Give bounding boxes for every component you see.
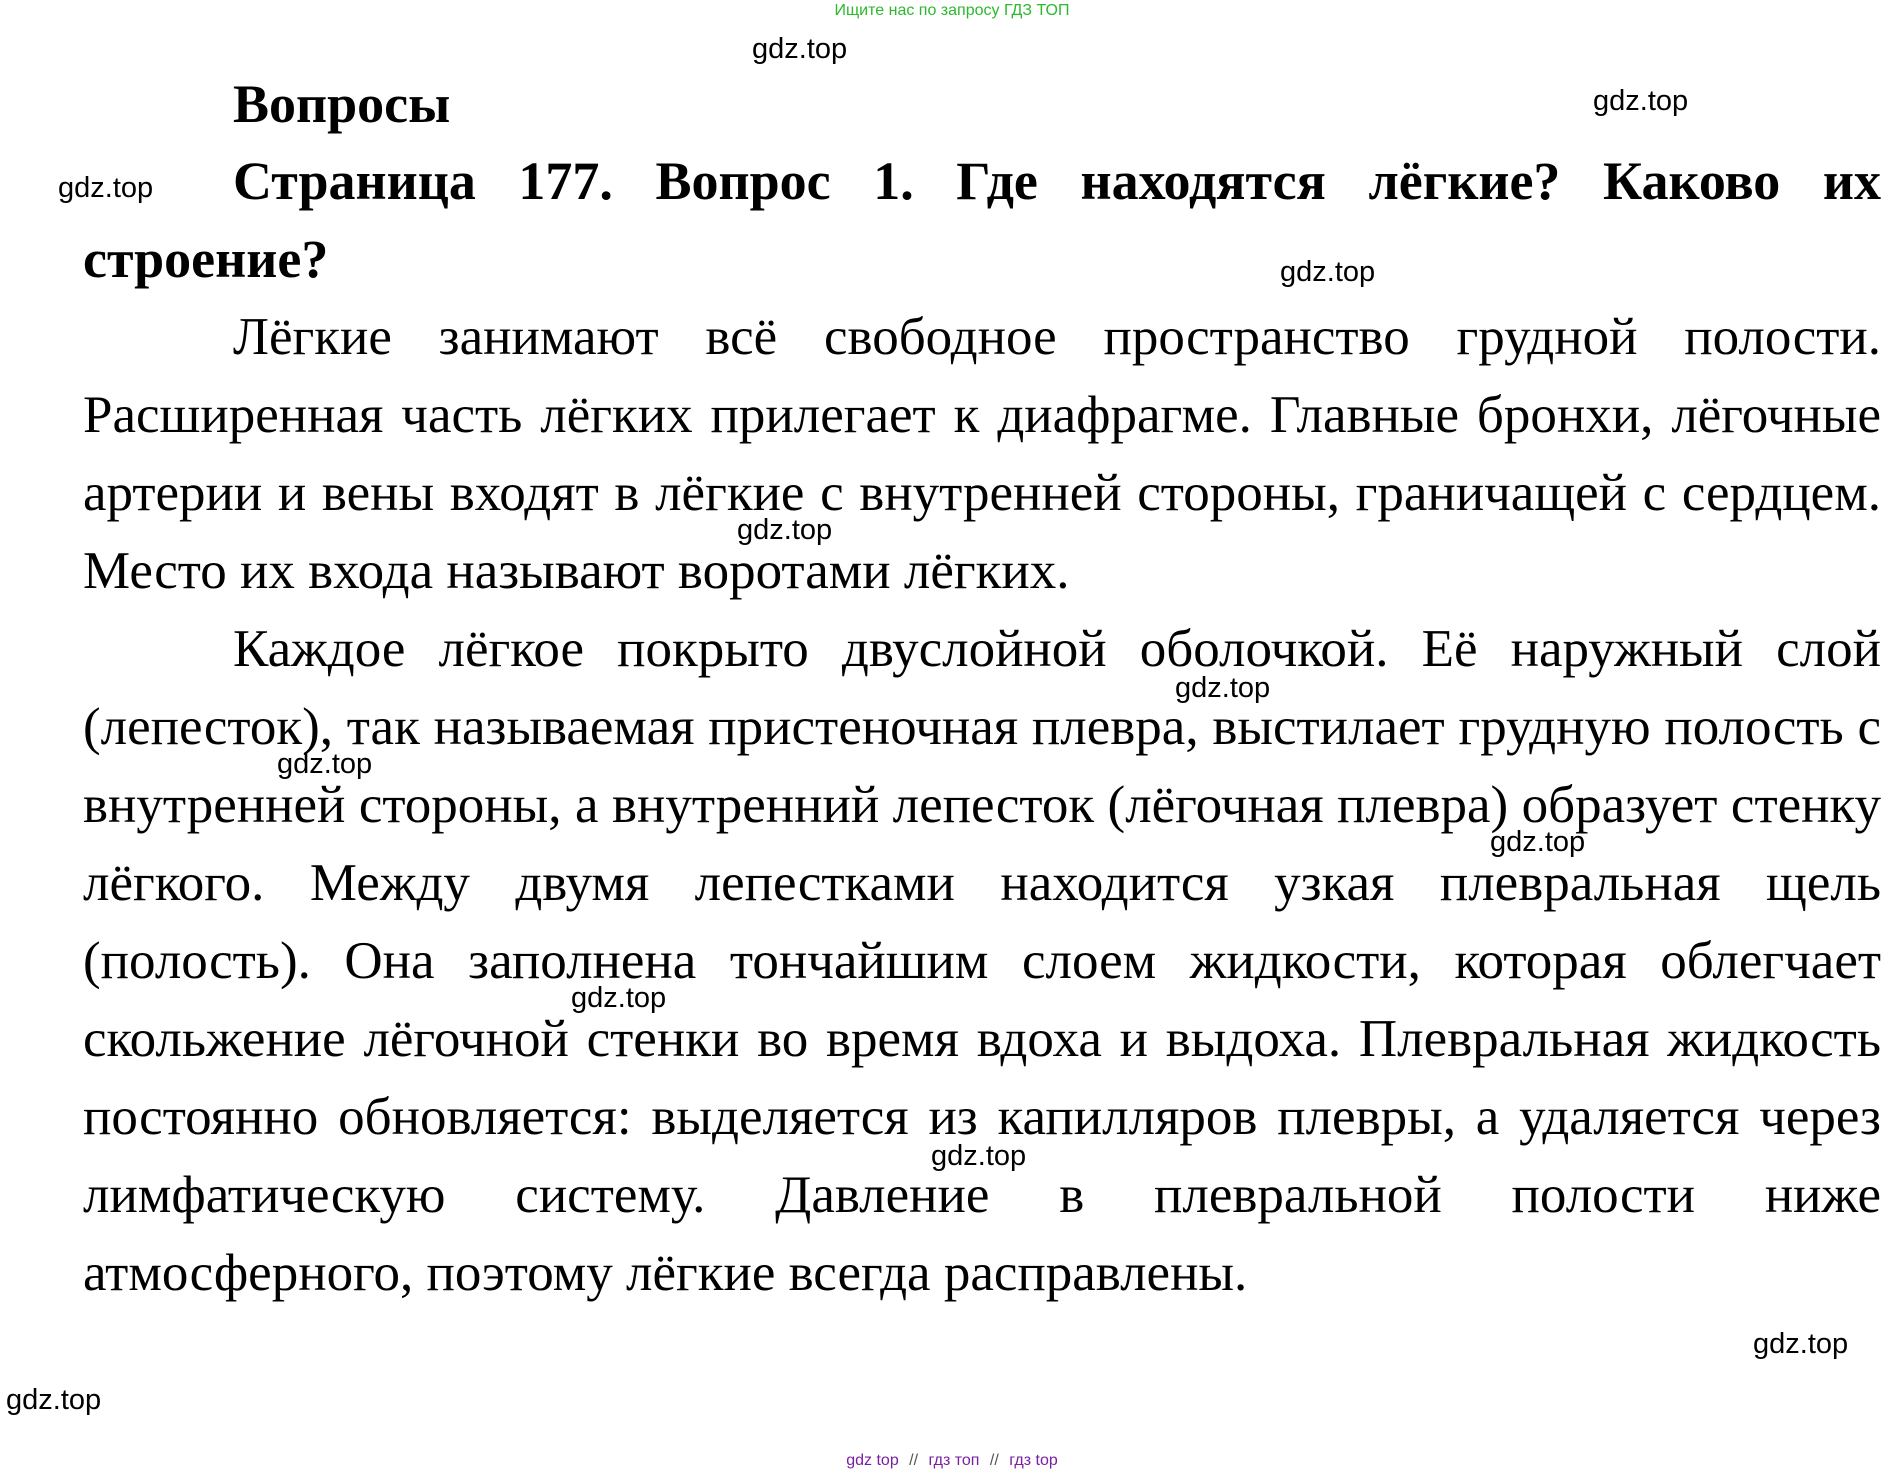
footer-separator: // <box>909 1452 919 1469</box>
watermark: gdz.top <box>58 172 154 204</box>
answer-paragraph-1: Лёгкие занимают всё свободное пространство грудной полости. Расширенная часть лёгких прилегает к диафрагме. Главные бронхи, лёгочные артерии и вены входят в лёгкие с внутренней стороны, граничащей с сердцем. Место их входа называют воротами лёгких. <box>83 308 1881 600</box>
watermark: gdz.top <box>1175 672 1271 704</box>
watermark: gdz.top <box>1490 826 1586 858</box>
watermark: gdz.top <box>6 1384 102 1416</box>
watermark: gdz.top <box>277 748 373 780</box>
watermark: gdz.top <box>571 982 667 1014</box>
top-banner: Ищите нас по запросу ГДЗ ТОП <box>834 2 1070 19</box>
watermark: gdz.top <box>931 1140 1027 1172</box>
answer-paragraph-2: Каждое лёгкое покрыто двуслойной оболочкой. Её наружный слой (лепесток), так называемая пристеночная плевра, выстилает грудную полость с внутренней стороны, а внутренний лепесток (лёгочная плевра) образует стенку лёгкого. Между двумя лепестками находится узкая плевральная щель (полость). Она заполнена тончайшим слоем жидкости, которая облегчает скольжение лёгочной стенки во время вдоха и выдоха. Плевральная жидкость постоянно обновляется: выделяется из капилляров плевры, а удаляется через лимфатическую систему. Давление в плевральной полости ниже атмосферного, поэтому лёгкие всегда расправлены. <box>83 620 1881 1302</box>
watermark: gdz.top <box>752 33 848 65</box>
footer-link[interactable]: gdz top <box>846 1452 899 1469</box>
watermark: gdz.top <box>1593 85 1689 117</box>
footer-link[interactable]: гдз top <box>1009 1452 1058 1469</box>
answer-content <box>83 142 1881 1312</box>
footer-separator: // <box>989 1452 999 1469</box>
footer-link[interactable]: гдз топ <box>928 1452 980 1469</box>
footer-links <box>0 1452 1904 1470</box>
watermark: gdz.top <box>1753 1328 1849 1360</box>
question-title: Страница 177. Вопрос 1. Где находятся лёгкие? Каково их строение? <box>83 151 1881 289</box>
watermark: gdz.top <box>737 514 833 546</box>
section-heading: Вопросы <box>233 74 451 134</box>
watermark: gdz.top <box>1280 256 1376 288</box>
